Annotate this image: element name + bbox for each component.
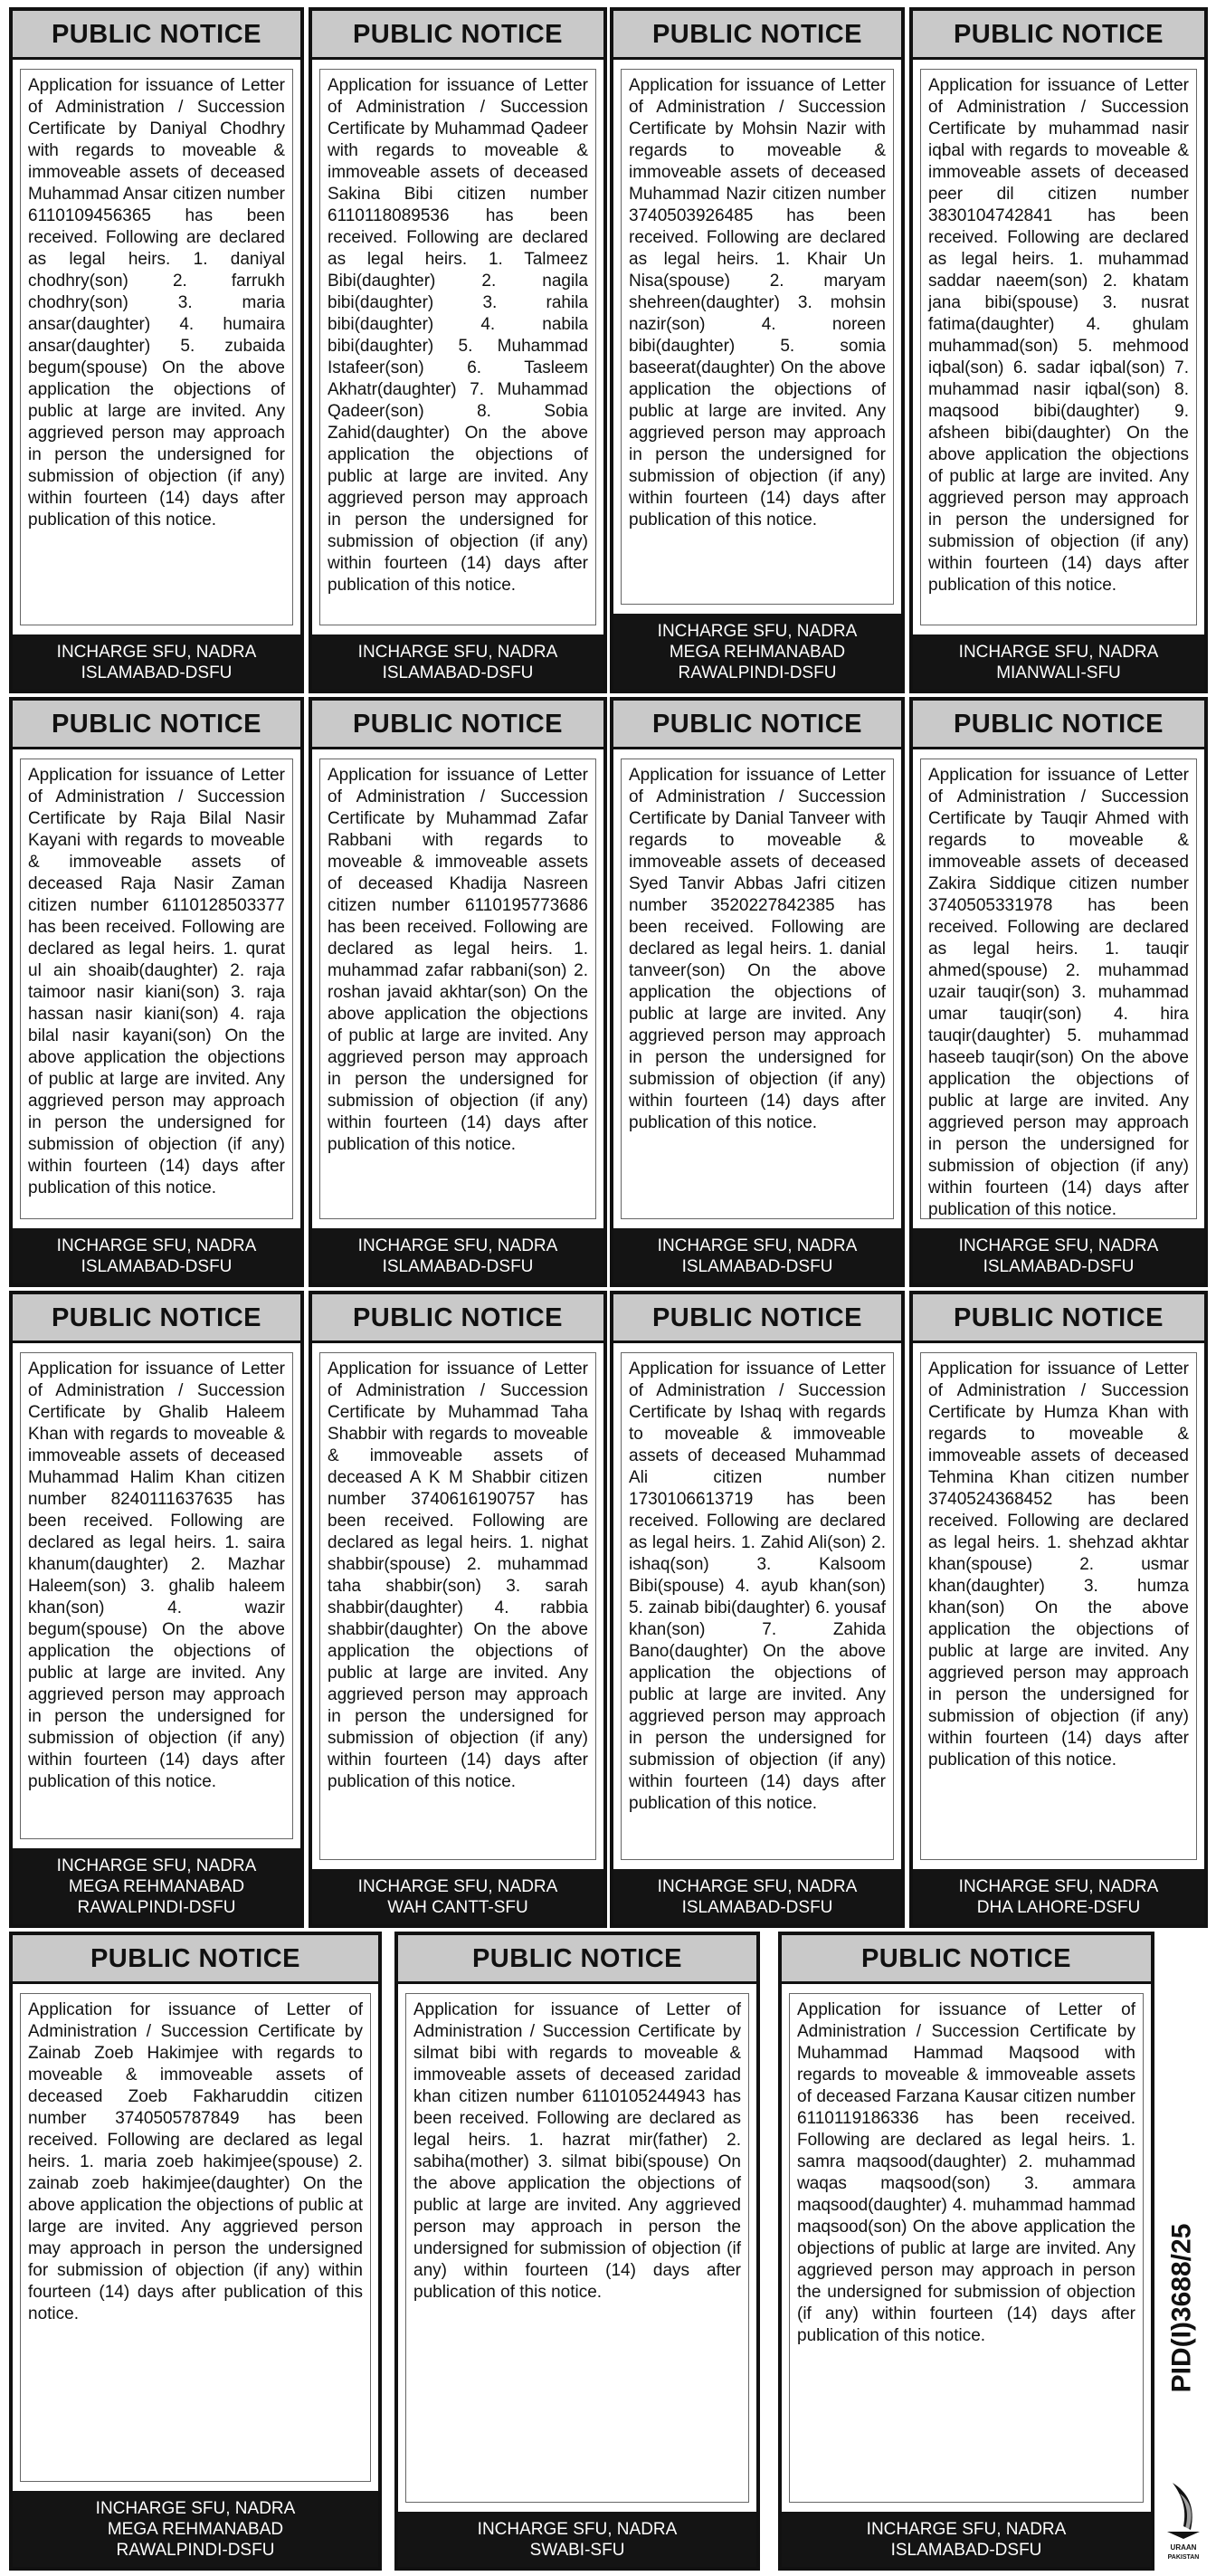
- public-notice-5: [9, 697, 304, 1287]
- public-notice-6: [309, 697, 607, 1287]
- notice-title: PUBLIC NOTICE: [913, 701, 1204, 749]
- notice-title: PUBLIC NOTICE: [312, 11, 603, 60]
- footer-line-2: ISLAMABAD-DSFU: [983, 1257, 1135, 1276]
- public-notice-1: [9, 7, 304, 693]
- notice-body: Application for issuance of Letter of Administration / Succession Certificate by Daniyal Chodhry with regards to moveable & immoveable assets of deceased Muhammad Ansar citizen number 6110109456365 has been received. Following are declared as legal heirs. 1. daniyal chodhry(son) 2. farrukh chodhry(son) 3. maria ansar(daughter) 4. humaira ansar(daughter) 5. zubaida begum(spouse) On the above application the objections of public at large are invited. Any aggrieved person may approach in person the undersigned for submission of objection (if any) within fourteen (14) days after publication of this notice.: [20, 69, 293, 625]
- footer-line-3: RAWALPINDI-DSFU: [77, 1898, 236, 1917]
- notice-title: PUBLIC NOTICE: [398, 1935, 756, 1984]
- notice-title: PUBLIC NOTICE: [13, 701, 300, 749]
- footer-line-1: INCHARGE SFU, NADRA: [958, 1877, 1159, 1896]
- notice-title: PUBLIC NOTICE: [913, 1294, 1204, 1343]
- public-notice-15: [778, 1932, 1154, 2571]
- publication-code: [1164, 2172, 1200, 2444]
- footer-line-1: INCHARGE SFU, NADRA: [357, 1877, 558, 1896]
- footer-line-2: SWABI-SFU: [529, 2541, 625, 2560]
- public-notice-4: [909, 7, 1208, 693]
- notice-body: Application for issuance of Letter of Administration / Succession Certificate by Muhammad Qadeer with regards to moveable & immoveable assets of deceased Sakina Bibi citizen number 6110118089536 has been received. Following are declared as legal heirs. 1. Talmeez Bibi(daughter) 2. nagila bibi(daughter) 3. rahila bibi(daughter) 4. nabila bibi(daughter) 5. Muhammad Istafeer(son) 6. Tasleem Akhatr(daughter) 7. Muhammad Qadeer(son) 8. Sobia Zahid(daughter) On the above application the objections of public at large are invited. Any aggrieved person may approach in person the undersigned for submission of objection (if any) within fourteen (14) days after publication of this notice.: [319, 69, 596, 625]
- notice-body: Application for issuance of Letter of Administration / Succession Certificate by Ishaq with regards to moveable & immoveable assets of deceased Muhammad Ali citizen number 1730106613719 has been received. Following are declared as legal heirs. 1. Zahid Ali(son) 2. ishaq(son) 3. Kalsoom Bibi(spouse) 4. ayub khan(son) 5. zainab bibi(daughter) 6. yousaf khan(son) 7. Zahida Bano(daughter) On the above application the objections of public at large are invited. Any aggrieved person may approach in person the undersigned for submission of objection (if any) within fourteen (14) days after publication of this notice.: [621, 1352, 894, 1860]
- public-notice-14: [394, 1932, 760, 2571]
- notice-title: PUBLIC NOTICE: [613, 11, 901, 60]
- footer-line-1: INCHARGE SFU, NADRA: [56, 643, 257, 662]
- footer-line-1: INCHARGE SFU, NADRA: [357, 1236, 558, 1255]
- svg-text:URAAN: URAAN: [1170, 2543, 1197, 2552]
- footer-line-1: INCHARGE SFU, NADRA: [657, 1236, 858, 1255]
- footer-line-1: INCHARGE SFU, NADRA: [56, 1856, 257, 1875]
- footer-line-2: ISLAMABAD-DSFU: [81, 1257, 233, 1276]
- public-notice-2: [309, 7, 607, 693]
- notice-footer: [613, 614, 901, 690]
- notice-title: PUBLIC NOTICE: [13, 1294, 300, 1343]
- notice-footer: [312, 1228, 603, 1283]
- notice-footer: [398, 2512, 756, 2567]
- footer-line-1: INCHARGE SFU, NADRA: [657, 1877, 858, 1896]
- notice-title: PUBLIC NOTICE: [613, 701, 901, 749]
- notice-footer: [13, 634, 300, 690]
- footer-line-1: INCHARGE SFU, NADRA: [477, 2520, 678, 2539]
- public-notice-11: [610, 1291, 905, 1928]
- footer-line-3: RAWALPINDI-DSFU: [116, 2541, 275, 2560]
- notice-footer: [613, 1228, 901, 1283]
- footer-line-2: MEGA REHMANABAD: [669, 643, 846, 662]
- notice-title: PUBLIC NOTICE: [13, 11, 300, 60]
- footer-line-2: MEGA REHMANABAD: [107, 2520, 284, 2539]
- footer-line-2: ISLAMABAD-DSFU: [681, 1257, 833, 1276]
- notice-title: PUBLIC NOTICE: [913, 11, 1204, 60]
- footer-line-1: INCHARGE SFU, NADRA: [958, 1236, 1159, 1255]
- footer-line-2: WAH CANTT-SFU: [387, 1898, 528, 1917]
- notice-body: Application for issuance of Letter of Administration / Succession Certificate by Mohsin Nazir with regards to moveable & immoveable assets of deceased Muhammad Nazir citizen number 3740503926485 has been received. Following are declared as legal heirs. 1. Khair Un Nisa(spouse) 2. maryam shehreen(daughter) 3. mohsin nazir(son) 4. noreen bibi(daughter) 5. somia baseerat(daughter) On the above application the objections of public at large are invited. Any aggrieved person may approach in person the undersigned for submission of objection (if any) within fourteen (14) days after publication of this notice.: [621, 69, 894, 605]
- footer-line-1: INCHARGE SFU, NADRA: [958, 643, 1159, 662]
- notice-footer: [312, 1869, 603, 1924]
- footer-line-2: DHA LAHORE-DSFU: [976, 1898, 1141, 1917]
- footer-line-2: MEGA REHMANABAD: [68, 1877, 245, 1896]
- svg-text:PAKISTAN: PAKISTAN: [1167, 2554, 1200, 2561]
- footer-line-2: ISLAMABAD-DSFU: [382, 1257, 534, 1276]
- publication-code-text: PID(I)3688/25: [1166, 2223, 1196, 2393]
- public-notice-9: [9, 1291, 304, 1928]
- public-notice-13: [9, 1932, 382, 2571]
- footer-line-3: RAWALPINDI-DSFU: [678, 663, 837, 682]
- notice-body: Application for issuance of Letter of Administration / Succession Certificate by Zainab Zoeb Hakimjee with regards to moveable & immoveable assets of deceased Zoeb Fakharuddin citizen number 3740505787849 has been received. Following are declared as legal heirs. 1. maria zoeb hakimjee(spouse) 2. zainab zoeb hakimjee(daughter) On the above application the objections of public at large are invited. Any aggrieved person may approach in person the undersigned for submission of objection (if any) within fourteen (14) days after publication of this notice.: [20, 1993, 371, 2482]
- footer-line-1: INCHARGE SFU, NADRA: [357, 643, 558, 662]
- public-notice-7: [610, 697, 905, 1287]
- notice-footer: [913, 1228, 1204, 1283]
- public-notice-8: [909, 697, 1208, 1287]
- notice-title: PUBLIC NOTICE: [782, 1935, 1151, 1984]
- footer-line-2: ISLAMABAD-DSFU: [681, 1898, 833, 1917]
- notice-body: Application for issuance of Letter of Administration / Succession Certificate by Muhammad Hammad Maqsood with regards to moveable & immoveable assets of deceased Farzana Kausar citizen number 6110119186336 has been received. Following are declared as legal heirs. 1. samra maqsood(daughter) 2. muhammad waqas maqsood(son) 3. ammara maqsood(daughter) 4. muhammad hammad maqsood(son) On the above application the objections of public at large are invited. Any aggrieved person may approach in person the undersigned for submission of objection (if any) within fourteen (14) days after publication of this notice.: [789, 1993, 1144, 2503]
- notice-footer: [613, 1869, 901, 1924]
- notice-footer: [913, 634, 1204, 690]
- footer-line-2: ISLAMABAD-DSFU: [81, 663, 233, 682]
- notice-footer: [913, 1869, 1204, 1924]
- footer-line-2: MIANWALI-SFU: [996, 663, 1121, 682]
- notice-body: Application for issuance of Letter of Administration / Succession Certificate by Humza Khan with regards to moveable & immoveable assets of deceased Tehmina Khan citizen number 3740524368452 has been received. Following are declared as legal heirs. 1. shehzad akhtar khan(spouse) 2. usmar khan(daughter) 3. humza khan(son) On the above application the objections of public at large are invited. Any aggrieved person may approach in person the undersigned for submission of objection (if any) within fourteen (14) days after publication of this notice.: [920, 1352, 1197, 1860]
- notice-footer: [13, 1228, 300, 1283]
- footer-line-1: INCHARGE SFU, NADRA: [866, 2520, 1067, 2539]
- footer-line-1: INCHARGE SFU, NADRA: [95, 2499, 296, 2518]
- notice-body: Application for issuance of Letter of Administration / Succession Certificate by muhammad nasir iqbal with regards to moveable & immoveable assets of deceased peer dil citizen number 3830104742841 has been received. Following are declared as legal heirs. 1. muhammad saddar naeem(son) 2. khatam jana bibi(spouse) 3. nusrat fatima(daughter) 4. ghulam muhammad(son) 5. mehmood iqbal(son) 6. sadar iqbal(son) 7. muhammad nasir iqbal(son) 8. maqsood bibi(daughter) 9. afsheen bibi(daughter) On the above application the objections of public at large are invited. Any aggrieved person may approach in person the undersigned for submission of objection (if any) within fourteen (14) days after publication of this notice.: [920, 69, 1197, 625]
- notice-footer: [13, 2491, 378, 2567]
- notice-footer: [312, 634, 603, 690]
- notice-body: Application for issuance of Letter of Administration / Succession Certificate by Muhammad Zafar Rabbani with regards to moveable & immoveable assets of deceased Khadija Nasreen citizen number 6110195773686 has been received. Following are declared as legal heirs. 1. muhammad zafar rabbani(son) 2. roshan javaid akhtar(son) On the above application the objections of public at large are invited. Any aggrieved person may approach in person the undersigned for submission of objection (if any) within fourteen (14) days after publication of this notice.: [319, 758, 596, 1219]
- notice-body: Application for issuance of Letter of Administration / Succession Certificate by Tauqir Ahmed with regards to moveable & immoveable assets of deceased Zakira Siddique citizen number 3740505331978 has been received. Following are declared as legal heirs. 1. tauqir ahmed(spouse) 2. muhammad uzair tauqir(son) 3. muhammad umar tauqir(son) 4. hira tauqir(daughter) 5. muhammad haseeb tauqir(son) On the above application the objections of public at large are invited. Any aggrieved person may approach in person the undersigned for submission of objection (if any) within fourteen (14) days after publication of this notice.: [920, 758, 1197, 1219]
- public-notice-3: [610, 7, 905, 693]
- uraan-pakistan-logo: [1160, 2476, 1207, 2566]
- notice-body: Application for issuance of Letter of Administration / Succession Certificate by Danial Tanveer with regards to moveable & immoveable assets of deceased Syed Tanvir Abbas Jafri citizen number 3520227842385 has been received. Following are declared as legal heirs. 1. danial tanveer(son) On the above application the objections of public at large are invited. Any aggrieved person may approach in person the undersigned for submission of objection (if any) within fourteen (14) days after publication of this notice.: [621, 758, 894, 1219]
- footer-line-2: ISLAMABAD-DSFU: [382, 663, 534, 682]
- notice-title: PUBLIC NOTICE: [613, 1294, 901, 1343]
- notice-title: PUBLIC NOTICE: [13, 1935, 378, 1984]
- notice-footer: [782, 2512, 1151, 2567]
- notice-body: Application for issuance of Letter of Administration / Succession Certificate by silmat bibi with regards to moveable & immoveable assets of deceased zaridad khan citizen number 6110105244943 has been received. Following are declared as legal heirs. 1. hazrat mir(father) 2. sabiha(mother) 3. silmat bibi(spouse) On the above application the objections of public at large are invited. Any aggrieved person may approach in person the undersigned for submission of objection (if any) within fourteen (14) days after publication of this notice.: [405, 1993, 749, 2503]
- notice-body: Application for issuance of Letter of Administration / Succession Certificate by Raja Bilal Nasir Kayani with regards to moveable & immoveable assets of deceased Raja Nasir Zaman citizen number 6110128503377 has been received. Following are declared as legal heirs. 1. qurat ul ain shoaib(daughter) 2. raja taimoor nasir kiani(son) 3. raja hassan nasir kiani(son) 4. raja bilal nasir kayani(son) On the above application the objections of public at large are invited. Any aggrieved person may approach in person the undersigned for submission of objection (if any) within fourteen (14) days after publication of this notice.: [20, 758, 293, 1219]
- footer-line-2: ISLAMABAD-DSFU: [890, 2541, 1042, 2560]
- notice-title: PUBLIC NOTICE: [312, 701, 603, 749]
- notice-footer: [13, 1848, 300, 1924]
- footer-line-1: INCHARGE SFU, NADRA: [56, 1236, 257, 1255]
- logo-mark-icon: [1160, 2476, 1207, 2566]
- public-notice-10: [309, 1291, 607, 1928]
- notice-body: Application for issuance of Letter of Administration / Succession Certificate by Muhammad Taha Shabbir with regards to moveable & immoveable assets of deceased A K M Shabbir citizen number 3740616190757 has been received. Following are declared as legal heirs. 1. nighat shabbir(spouse) 2. muhammad taha shabbir(son) 3. sarah shabbir(daughter) 4. rabbia shabbir(daughter) On the above application the objections of public at large are invited. Any aggrieved person may approach in person the undersigned for submission of objection (if any) within fourteen (14) days after publication of this notice.: [319, 1352, 596, 1860]
- notice-body: Application for issuance of Letter of Administration / Succession Certificate by Ghalib Haleem Khan with regards to moveable & immoveable assets of deceased Muhammad Halim Khan citizen number 8240111637635 has been received. Following are declared as legal heirs. 1. saira khanum(daughter) 2. Mazhar Haleem(son) 3. ghalib haleem khan(son) 4. wazir begum(spouse) On the above application the objections of public at large are invited. Any aggrieved person may approach in person the undersigned for submission of objection (if any) within fourteen (14) days after publication of this notice.: [20, 1352, 293, 1839]
- public-notice-12: [909, 1291, 1208, 1928]
- notice-title: PUBLIC NOTICE: [312, 1294, 603, 1343]
- footer-line-1: INCHARGE SFU, NADRA: [657, 622, 858, 641]
